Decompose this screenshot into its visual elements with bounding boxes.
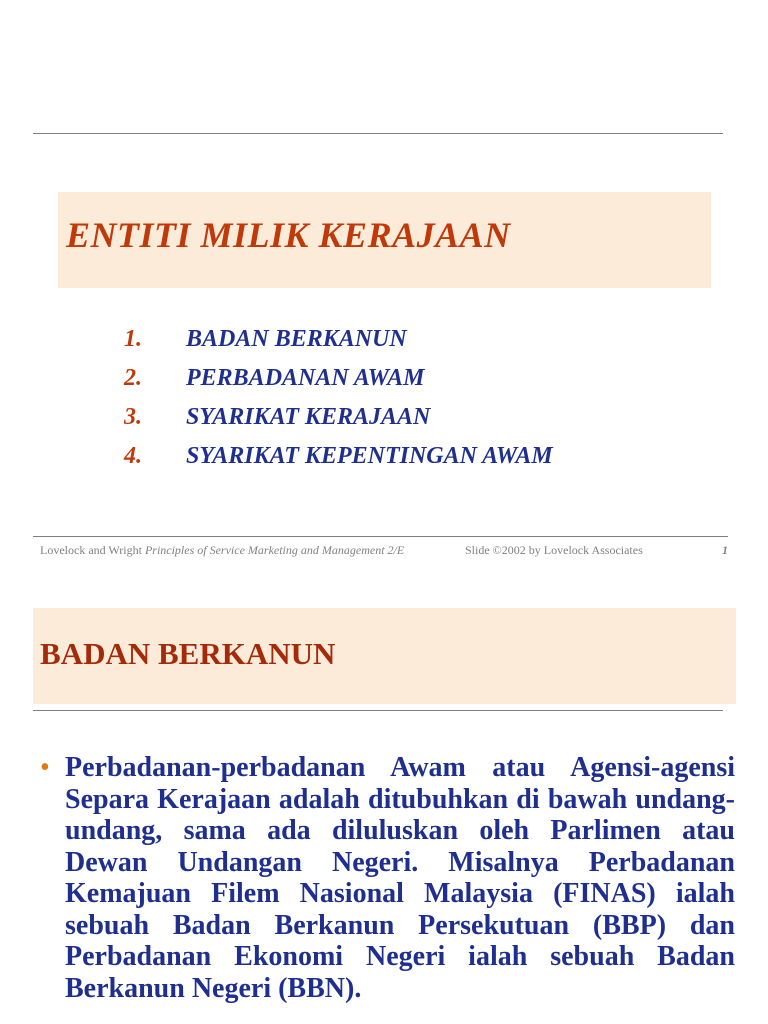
- bullet-marker: •: [40, 752, 50, 783]
- list-label: SYARIKAT KERAJAAN: [186, 404, 431, 430]
- slide-title: ENTITI MILIK KERAJAAN: [66, 215, 511, 255]
- slide-number: 1: [722, 543, 728, 557]
- list-label: SYARIKAT KEPENTINGAN AWAM: [186, 443, 553, 469]
- list-number: 3.: [124, 404, 142, 430]
- list-label: BADAN BERKANUN: [186, 326, 407, 352]
- footer-divider: [33, 536, 728, 537]
- footer-credit: Slide ©2002 by Lovelock Associates: [465, 543, 643, 557]
- list-number: 4.: [124, 443, 142, 469]
- list-number: 2.: [124, 365, 142, 391]
- body-paragraph: Perbadanan-perbadanan Awam atau Agensi-agensi Separa Kerajaan adalah ditubuhkan di bawah undang-undang, sama ada diluluskan oleh Parlimen atau Dewan Undangan Negeri. Misalnya Perbadanan Kemajuan Filem Nasional Malaysia (FINAS) ialah sebuah Badan Berkanun Persekutuan (BBP) dan Perbadanan Ekonomi Negeri ialah sebuah Badan Berkanun Negeri (BBN).: [65, 752, 735, 1004]
- section-title: BADAN BERKANUN: [40, 636, 336, 671]
- footer-book-title: Principles of Service Marketing and Management 2/E: [144, 543, 405, 557]
- list-number: 1.: [124, 326, 142, 352]
- footer-citation: [40, 543, 404, 558]
- footer-authors: Lovelock and Wright: [40, 543, 142, 557]
- section-divider: [33, 710, 723, 711]
- top-divider: [33, 133, 723, 134]
- list-label: PERBADANAN AWAM: [186, 365, 425, 391]
